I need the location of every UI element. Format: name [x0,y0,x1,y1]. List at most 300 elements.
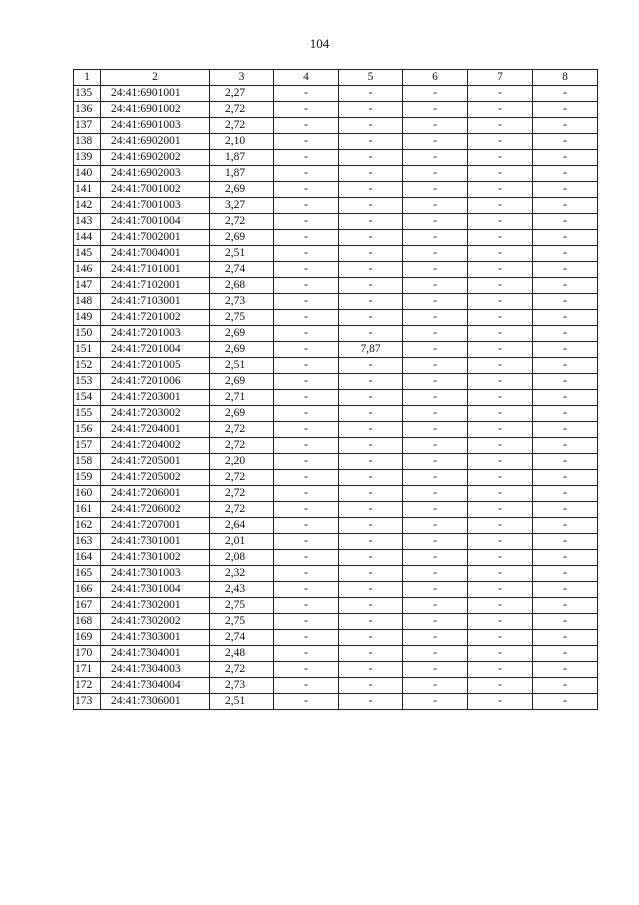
table-cell-col-3: 2,69 [210,326,274,342]
table-cell-col-3: 2,73 [210,678,274,694]
table-row [74,262,598,278]
table-cell-col-6: - [403,598,468,614]
column-header-4: 4 [274,70,339,86]
table-cell-col-4: - [274,374,339,390]
table-cell-col-5: - [339,470,403,486]
table-cell-col-3: 2,69 [210,406,274,422]
table-cell-col-2: 24:41:7203001 [101,390,210,406]
table-cell-col-5: - [339,262,403,278]
table-cell-col-4: - [274,310,339,326]
table-row [74,662,598,678]
table-cell-col-7: - [468,550,533,566]
table-cell-col-8: - [533,582,598,598]
table-row [74,150,598,166]
table-cell-col-6: - [403,182,468,198]
table-cell-col-3: 2,69 [210,182,274,198]
table-cell-col-7: - [468,438,533,454]
table-row [74,326,598,342]
table-cell-col-7: - [468,134,533,150]
table-cell-col-4: - [274,598,339,614]
table-cell-col-1: 155 [74,406,101,422]
table-cell-col-2: 24:41:7303001 [101,630,210,646]
table-cell-col-2: 24:41:7201004 [101,342,210,358]
table-cell-col-2: 24:41:7304004 [101,678,210,694]
table-cell-col-4: - [274,678,339,694]
table-cell-col-8: - [533,678,598,694]
table-cell-col-8: - [533,630,598,646]
table-cell-col-7: - [468,630,533,646]
table-cell-col-6: - [403,438,468,454]
table-cell-col-3: 2,71 [210,390,274,406]
table-cell-col-7: - [468,518,533,534]
table-cell-col-5: 7,87 [339,342,403,358]
table-cell-col-4: - [274,166,339,182]
table-cell-col-5: - [339,582,403,598]
table-cell-col-4: - [274,486,339,502]
table-row [74,390,598,406]
table-cell-col-8: - [533,614,598,630]
table-cell-col-5: - [339,678,403,694]
table-cell-col-7: - [468,486,533,502]
table-cell-col-5: - [339,694,403,710]
table-cell-col-7: - [468,678,533,694]
table-cell-col-3: 2,72 [210,470,274,486]
table-cell-col-2: 24:41:7001003 [101,198,210,214]
table-row [74,214,598,230]
table-cell-col-2: 24:41:7206002 [101,502,210,518]
table-cell-col-1: 172 [74,678,101,694]
table-cell-col-5: - [339,662,403,678]
table-cell-col-2: 24:41:6901003 [101,118,210,134]
table-cell-col-4: - [274,502,339,518]
table-cell-col-5: - [339,326,403,342]
table-cell-col-2: 24:41:7207001 [101,518,210,534]
table-cell-col-5: - [339,182,403,198]
table-cell-col-1: 150 [74,326,101,342]
table-cell-col-1: 140 [74,166,101,182]
table-cell-col-7: - [468,534,533,550]
table-cell-col-2: 24:41:7001002 [101,182,210,198]
table-cell-col-4: - [274,694,339,710]
table-cell-col-6: - [403,102,468,118]
table-row [74,278,598,294]
table-cell-col-5: - [339,454,403,470]
table-cell-col-6: - [403,134,468,150]
table-cell-col-6: - [403,534,468,550]
table-cell-col-2: 24:41:7302002 [101,614,210,630]
table-cell-col-7: - [468,246,533,262]
table-row [74,630,598,646]
table-cell-col-6: - [403,246,468,262]
table-cell-col-1: 164 [74,550,101,566]
table-cell-col-7: - [468,422,533,438]
table-cell-col-8: - [533,294,598,310]
table-cell-col-4: - [274,214,339,230]
table-cell-col-5: - [339,614,403,630]
table-cell-col-3: 2,72 [210,422,274,438]
table-cell-col-5: - [339,358,403,374]
table-cell-col-3: 1,87 [210,150,274,166]
table-cell-col-7: - [468,214,533,230]
table-cell-col-3: 2,73 [210,294,274,310]
table-cell-col-1: 145 [74,246,101,262]
table-cell-col-7: - [468,502,533,518]
table-body [74,86,598,710]
table-cell-col-8: - [533,550,598,566]
table-cell-col-4: - [274,182,339,198]
table-cell-col-6: - [403,662,468,678]
table-cell-col-2: 24:41:7205002 [101,470,210,486]
table-cell-col-6: - [403,278,468,294]
table-cell-col-2: 24:41:6901002 [101,102,210,118]
table-row [74,470,598,486]
table-cell-col-6: - [403,294,468,310]
table-row [74,134,598,150]
table-cell-col-3: 2,48 [210,646,274,662]
table-cell-col-7: - [468,582,533,598]
table-cell-col-8: - [533,246,598,262]
table-cell-col-4: - [274,438,339,454]
table-cell-col-2: 24:41:6902001 [101,134,210,150]
table-cell-col-8: - [533,390,598,406]
table-cell-col-6: - [403,422,468,438]
table-cell-col-4: - [274,118,339,134]
table-cell-col-3: 2,69 [210,230,274,246]
table-cell-col-6: - [403,614,468,630]
table-cell-col-5: - [339,422,403,438]
table-cell-col-8: - [533,566,598,582]
table-cell-col-5: - [339,278,403,294]
table-cell-col-1: 156 [74,422,101,438]
table-cell-col-2: 24:41:7004001 [101,246,210,262]
table-cell-col-6: - [403,678,468,694]
table-cell-col-5: - [339,486,403,502]
table-cell-col-7: - [468,262,533,278]
table-cell-col-3: 2,72 [210,438,274,454]
table-cell-col-3: 2,20 [210,454,274,470]
table-cell-col-8: - [533,358,598,374]
table-cell-col-3: 1,87 [210,166,274,182]
table-cell-col-6: - [403,582,468,598]
table-cell-col-3: 2,75 [210,614,274,630]
table-row [74,166,598,182]
table-cell-col-2: 24:41:7102001 [101,278,210,294]
table-row [74,230,598,246]
table-cell-col-7: - [468,310,533,326]
table-cell-col-1: 161 [74,502,101,518]
table-cell-col-4: - [274,342,339,358]
table-cell-col-5: - [339,438,403,454]
table-row [74,422,598,438]
table-cell-col-8: - [533,646,598,662]
table-cell-col-1: 170 [74,646,101,662]
table-cell-col-8: - [533,374,598,390]
table-cell-col-4: - [274,518,339,534]
table-cell-col-8: - [533,166,598,182]
table-cell-col-6: - [403,518,468,534]
table-cell-col-6: - [403,310,468,326]
table-cell-col-4: - [274,278,339,294]
table-cell-col-3: 2,51 [210,694,274,710]
table-cell-col-3: 2,68 [210,278,274,294]
table-cell-col-7: - [468,694,533,710]
table-cell-col-4: - [274,390,339,406]
table-cell-col-8: - [533,198,598,214]
table-cell-col-8: - [533,150,598,166]
table-cell-col-4: - [274,358,339,374]
table-cell-col-7: - [468,166,533,182]
table-cell-col-8: - [533,342,598,358]
table-cell-col-8: - [533,470,598,486]
table-cell-col-1: 163 [74,534,101,550]
table-cell-col-1: 142 [74,198,101,214]
table-row [74,534,598,550]
table-cell-col-2: 24:41:7301003 [101,566,210,582]
table-cell-col-6: - [403,358,468,374]
table-row [74,694,598,710]
table-cell-col-5: - [339,214,403,230]
table-cell-col-5: - [339,246,403,262]
table-cell-col-7: - [468,390,533,406]
table-cell-col-1: 167 [74,598,101,614]
table-row [74,486,598,502]
table-cell-col-8: - [533,86,598,102]
table-cell-col-7: - [468,374,533,390]
table-cell-col-7: - [468,278,533,294]
table-cell-col-2: 24:41:7301002 [101,550,210,566]
table-row [74,550,598,566]
table-cell-col-4: - [274,582,339,598]
table-cell-col-4: - [274,630,339,646]
table-row [74,518,598,534]
column-header-1: 1 [74,70,101,86]
table-cell-col-3: 2,72 [210,486,274,502]
column-header-7: 7 [468,70,533,86]
table-cell-col-2: 24:41:6901001 [101,86,210,102]
table-cell-col-1: 159 [74,470,101,486]
table-cell-col-5: - [339,294,403,310]
table-cell-col-1: 153 [74,374,101,390]
table-cell-col-2: 24:41:7205001 [101,454,210,470]
table-cell-col-8: - [533,278,598,294]
table-cell-col-5: - [339,630,403,646]
table-cell-col-8: - [533,326,598,342]
table-cell-col-6: - [403,86,468,102]
column-header-8: 8 [533,70,598,86]
table-row [74,374,598,390]
table-cell-col-8: - [533,454,598,470]
column-header-2: 2 [101,70,210,86]
table-cell-col-4: - [274,422,339,438]
table-cell-col-4: - [274,150,339,166]
table-cell-col-5: - [339,310,403,326]
table-cell-col-2: 24:41:7301004 [101,582,210,598]
table-cell-col-6: - [403,230,468,246]
table-cell-col-7: - [468,102,533,118]
table-header-row [74,70,598,86]
table-cell-col-1: 137 [74,118,101,134]
table-cell-col-1: 154 [74,390,101,406]
table-cell-col-1: 147 [74,278,101,294]
table-cell-col-5: - [339,518,403,534]
table-cell-col-8: - [533,214,598,230]
table-cell-col-3: 2,74 [210,262,274,278]
table-cell-col-6: - [403,150,468,166]
table-cell-col-1: 169 [74,630,101,646]
table-cell-col-2: 24:41:6902003 [101,166,210,182]
table-cell-col-2: 24:41:7304001 [101,646,210,662]
table-row [74,598,598,614]
table-cell-col-8: - [533,518,598,534]
table-cell-col-1: 138 [74,134,101,150]
table-cell-col-4: - [274,454,339,470]
table-cell-col-3: 2,64 [210,518,274,534]
table-cell-col-4: - [274,406,339,422]
table-cell-col-8: - [533,598,598,614]
table-cell-col-7: - [468,454,533,470]
table-cell-col-3: 2,08 [210,550,274,566]
table-cell-col-6: - [403,630,468,646]
table-cell-col-7: - [468,294,533,310]
table-cell-col-8: - [533,438,598,454]
table-cell-col-6: - [403,470,468,486]
table-cell-col-4: - [274,102,339,118]
data-table [73,69,598,710]
table-row [74,294,598,310]
table-cell-col-1: 158 [74,454,101,470]
table-cell-col-1: 139 [74,150,101,166]
table-cell-col-3: 2,72 [210,662,274,678]
table-cell-col-7: - [468,566,533,582]
table-cell-col-2: 24:41:7201003 [101,326,210,342]
table-cell-col-1: 146 [74,262,101,278]
table-cell-col-1: 165 [74,566,101,582]
table-cell-col-5: - [339,166,403,182]
table-cell-col-8: - [533,102,598,118]
table-row [74,118,598,134]
table-cell-col-7: - [468,662,533,678]
table-cell-col-7: - [468,614,533,630]
table-cell-col-4: - [274,134,339,150]
table-row [74,342,598,358]
column-header-3: 3 [210,70,274,86]
table-cell-col-7: - [468,198,533,214]
table-cell-col-2: 24:41:7201005 [101,358,210,374]
table-cell-col-8: - [533,662,598,678]
table-cell-col-4: - [274,246,339,262]
table-cell-col-3: 2,01 [210,534,274,550]
table-cell-col-8: - [533,502,598,518]
table-cell-col-2: 24:41:7301001 [101,534,210,550]
table-cell-col-5: - [339,150,403,166]
table-cell-col-5: - [339,230,403,246]
table-cell-col-3: 2,51 [210,246,274,262]
table-cell-col-4: - [274,614,339,630]
table-cell-col-1: 152 [74,358,101,374]
table-cell-col-3: 2,51 [210,358,274,374]
table-row [74,614,598,630]
table-cell-col-5: - [339,134,403,150]
table-cell-col-5: - [339,646,403,662]
table-row [74,438,598,454]
table-row [74,102,598,118]
table-row [74,182,598,198]
table-cell-col-2: 24:41:7001004 [101,214,210,230]
table-cell-col-5: - [339,118,403,134]
table-cell-col-5: - [339,86,403,102]
table-cell-col-5: - [339,502,403,518]
table-cell-col-1: 166 [74,582,101,598]
table-cell-col-4: - [274,326,339,342]
table-cell-col-8: - [533,422,598,438]
table-cell-col-3: 2,72 [210,102,274,118]
column-header-6: 6 [403,70,468,86]
table-cell-col-3: 3,27 [210,198,274,214]
table-cell-col-2: 24:41:7101001 [101,262,210,278]
table-cell-col-3: 2,74 [210,630,274,646]
table-row [74,582,598,598]
table-cell-col-3: 2,69 [210,374,274,390]
table-row [74,246,598,262]
table-cell-col-5: - [339,198,403,214]
table-cell-col-6: - [403,454,468,470]
table-cell-col-8: - [533,534,598,550]
page-number: 104 [309,36,330,51]
table-cell-col-1: 151 [74,342,101,358]
table-cell-col-2: 24:41:7304003 [101,662,210,678]
table-cell-col-6: - [403,214,468,230]
table-cell-col-6: - [403,374,468,390]
table-cell-col-4: - [274,86,339,102]
data-table-container [73,69,597,710]
column-header-5: 5 [339,70,403,86]
table-cell-col-3: 2,32 [210,566,274,582]
table-cell-col-3: 2,27 [210,86,274,102]
table-cell-col-4: - [274,550,339,566]
table-cell-col-7: - [468,230,533,246]
table-cell-col-4: - [274,294,339,310]
table-cell-col-6: - [403,198,468,214]
table-cell-col-1: 157 [74,438,101,454]
table-cell-col-7: - [468,342,533,358]
table-row [74,678,598,694]
table-cell-col-7: - [468,598,533,614]
table-row [74,198,598,214]
table-cell-col-2: 24:41:7203002 [101,406,210,422]
table-cell-col-2: 24:41:7306001 [101,694,210,710]
table-cell-col-1: 143 [74,214,101,230]
table-cell-col-1: 136 [74,102,101,118]
table-cell-col-1: 149 [74,310,101,326]
table-cell-col-5: - [339,406,403,422]
table-cell-col-8: - [533,182,598,198]
table-row [74,406,598,422]
table-cell-col-7: - [468,470,533,486]
table-cell-col-3: 2,72 [210,502,274,518]
table-cell-col-6: - [403,390,468,406]
table-cell-col-8: - [533,694,598,710]
table-cell-col-6: - [403,646,468,662]
table-row [74,358,598,374]
table-cell-col-4: - [274,646,339,662]
table-cell-col-8: - [533,134,598,150]
table-row [74,310,598,326]
table-cell-col-4: - [274,262,339,278]
table-cell-col-8: - [533,230,598,246]
table-cell-col-3: 2,75 [210,598,274,614]
table-cell-col-6: - [403,326,468,342]
table-cell-col-2: 24:41:7204002 [101,438,210,454]
